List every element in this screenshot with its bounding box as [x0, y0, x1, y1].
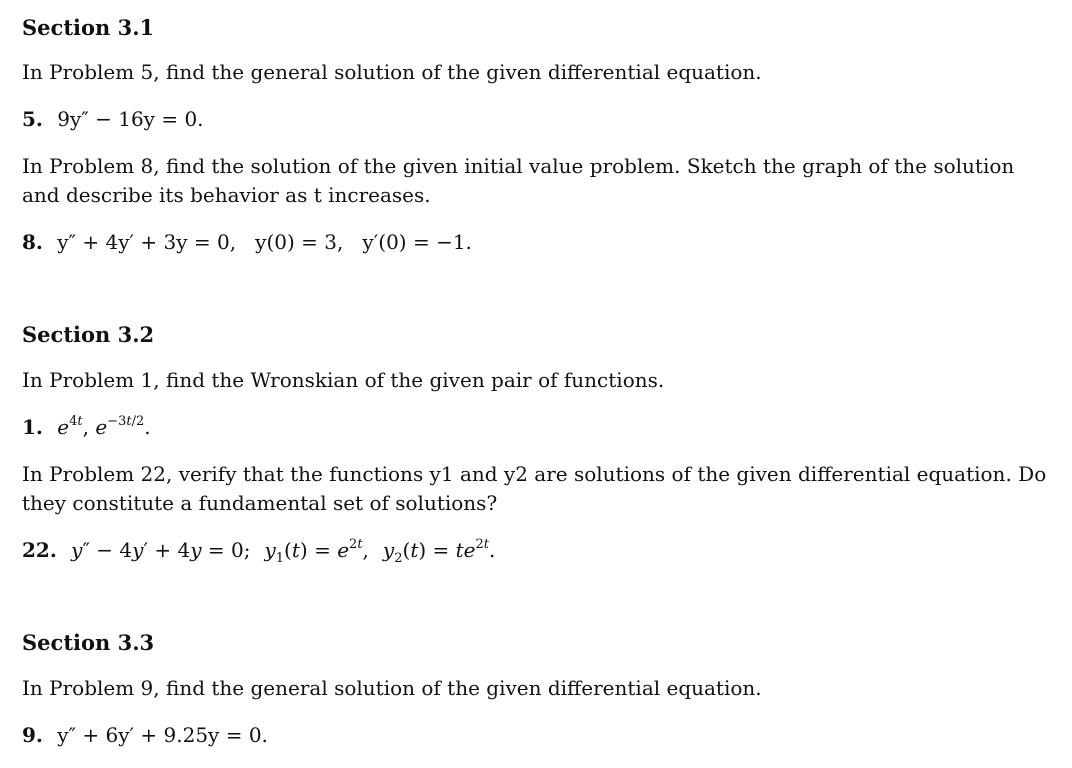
problem-instruction: In Problem 22, verify that the functions y1 and y2 are solutions of the given differential equation. Do they constitute a fundamental set of solutions?: [22, 462, 1047, 515]
problem-8: [22, 230, 472, 254]
problem-instruction: In Problem 5, find the general solution of the given differential equation.: [22, 60, 762, 84]
problem-number: 9.: [22, 723, 43, 747]
problem-1: [22, 415, 151, 439]
problem-instruction: In Problem 8, find the solution of the given initial value problem. Sketch the graph of the solution and describe its behavior as t increases.: [22, 154, 1015, 207]
problem-22: [22, 537, 496, 566]
problem-expression: 9y″ − 16y = 0.: [57, 107, 204, 131]
section-heading: Section 3.3: [22, 630, 155, 655]
problem-instruction: In Problem 1, find the Wronskian of the given pair of functions.: [22, 368, 665, 392]
problem-expression-rendered: y″ − 4y′ + 4y = 0; $y_1(t) = e^{2t}$, $y_2(t) = te^{2t}$.: [71, 537, 496, 566]
section-heading: Section 3.1: [22, 15, 155, 40]
problem-number: 22.: [22, 538, 57, 562]
problem-expression: y″ + 4y′ + 3y = 0, y(0) = 3, y′(0) = −1.: [57, 230, 472, 254]
problem-expression: y″ + 6y′ + 9.25y = 0.: [57, 723, 268, 747]
problem-number: 1.: [22, 415, 43, 439]
problem-9: [22, 723, 268, 747]
section-heading: Section 3.2: [22, 322, 155, 347]
problem-number: 5.: [22, 107, 43, 131]
problem-number: 8.: [22, 230, 43, 254]
problem-5: [22, 107, 204, 131]
problem-expression-rendered: $e^{4t}$, $e^{-3t/2}$.: [57, 414, 151, 439]
problem-instruction: In Problem 9, find the general solution of the given differential equation.: [22, 676, 762, 700]
